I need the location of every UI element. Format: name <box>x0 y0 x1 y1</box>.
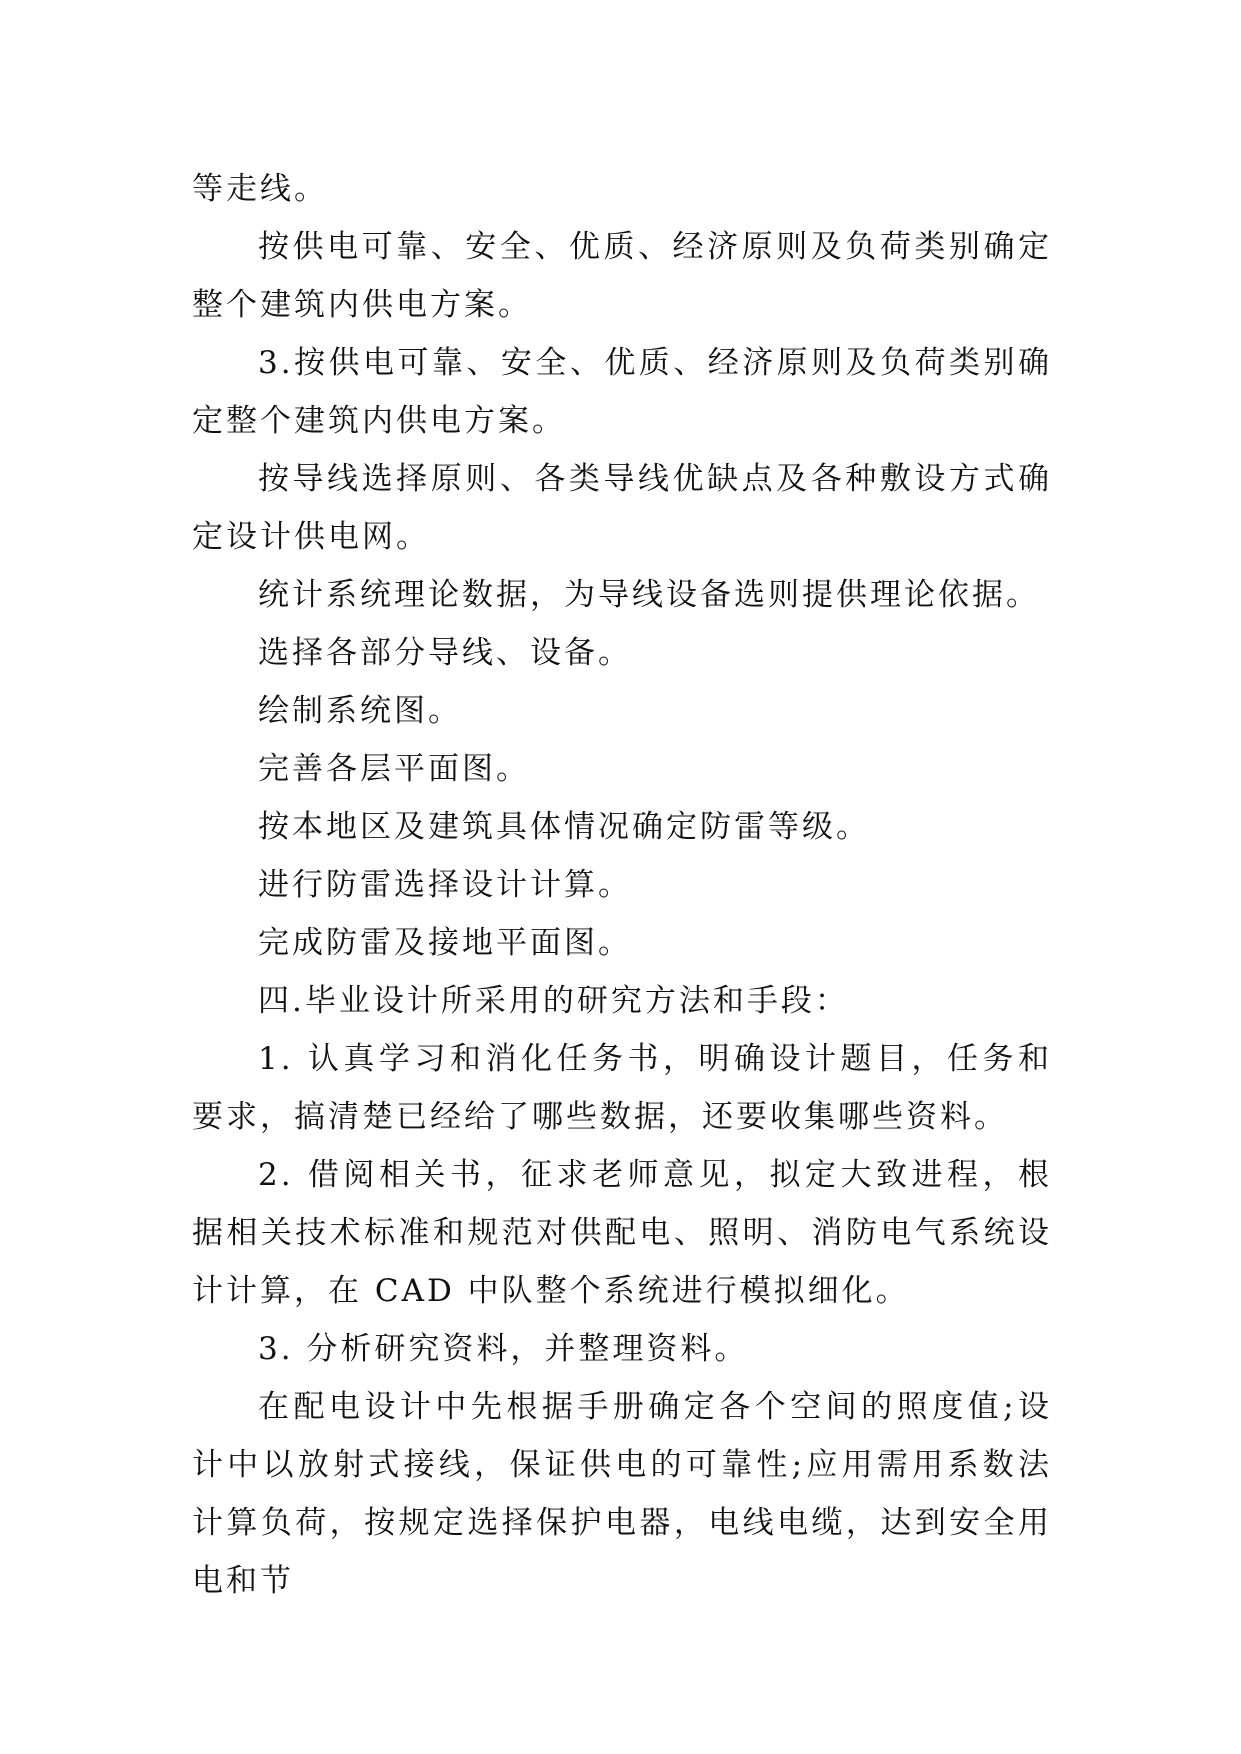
paragraph: 完成防雷及接地平面图。 <box>258 925 632 961</box>
paragraph: 进行防雷选择设计计算。 <box>258 867 632 903</box>
paragraph: 绘制系统图。 <box>258 693 462 729</box>
list-item: 3. 分析研究资料，并整理资料。 <box>258 1331 749 1367</box>
paragraph: 按导线选择原则、各类导线优缺点及各种敷设方式确定设计供电网。 <box>192 461 1052 555</box>
paragraph: 完善各层平面图。 <box>258 751 530 787</box>
paragraph: 按本地区及建筑具体情况确定防雷等级。 <box>258 809 870 845</box>
section-heading: 四.毕业设计所采用的研究方法和手段： <box>258 983 849 1019</box>
paragraph: 统计系统理论数据，为导线设备选则提供理论依据。 <box>258 577 1040 613</box>
paragraph: 按供电可靠、安全、优质、经济原则及负荷类别确定整个建筑内供电方案。 <box>192 229 1052 323</box>
list-item: 2. 借阅相关书，征求老师意见，拟定大致进程，根据相关技术标准和规范对供配电、照明、消防电气系统设计计算，在 CAD 中队整个系统进行模拟细化。 <box>192 1157 1052 1309</box>
list-item: 1. 认真学习和消化任务书，明确设计题目，任务和要求，搞清楚已经给了哪些数据，还要收集哪些资料。 <box>192 1041 1052 1135</box>
paragraph: 选择各部分导线、设备。 <box>258 635 632 671</box>
document-body <box>192 160 1052 1610</box>
paragraph-continuation: 等走线。 <box>192 171 328 207</box>
paragraph: 3.按供电可靠、安全、优质、经济原则及负荷类别确定整个建筑内供电方案。 <box>192 345 1052 439</box>
paragraph: 在配电设计中先根据手册确定各个空间的照度值;设计中以放射式接线，保证供电的可靠性;应用需用系数法计算负荷，按规定选择保护电器，电线电缆，达到安全用电和节 <box>192 1389 1052 1599</box>
